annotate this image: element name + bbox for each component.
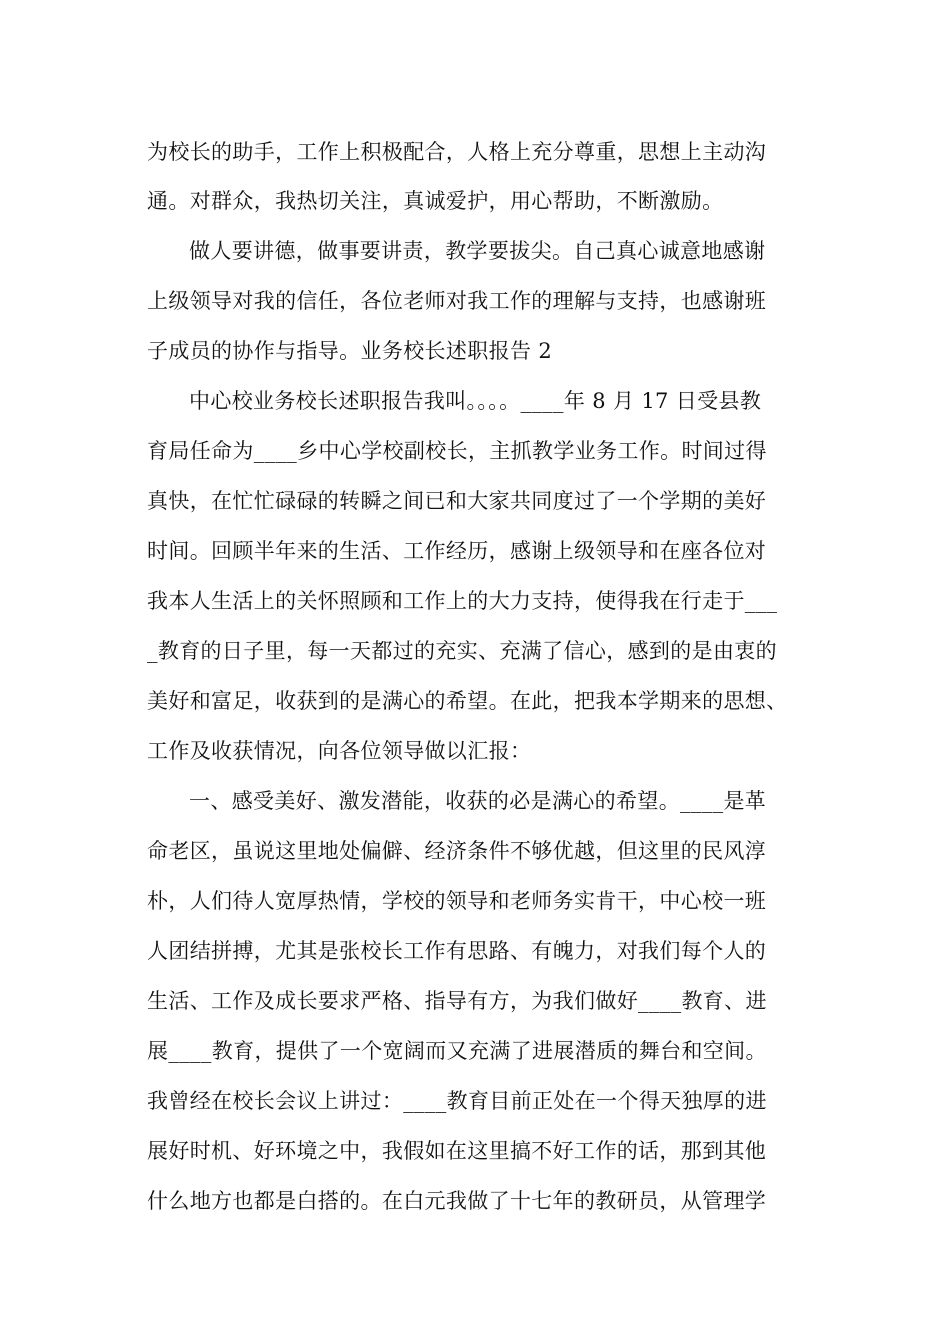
text-line-19: 展____教育，提供了一个宽阔而又充满了进展潜质的舞台和空间。 <box>147 1039 767 1063</box>
text-line-20: 我曾经在校长会议上讲过：____教育目前正处在一个得天独厚的进 <box>147 1089 767 1113</box>
text-line-4: 上级领导对我的信任，各位老师对我工作的理解与支持，也感谢班 <box>147 289 767 313</box>
text-line-17: 人团结拼搏，尤其是张校长工作有思路、有魄力，对我们每个人的 <box>147 939 767 963</box>
text-line-15: 命老区，虽说这里地处偏僻、经济条件不够优越，但这里的民风淳 <box>147 839 767 863</box>
text-line-5: 子成员的协作与指导。业务校长述职报告 2 <box>147 339 553 363</box>
text-line-21: 展好时机、好环境之中，我假如在这里搞不好工作的话，那到其他 <box>147 1139 767 1163</box>
text-line-7: 育局任命为____乡中心学校副校长，主抓教学业务工作。时间过得 <box>147 439 767 463</box>
paragraph-first-line: 做人要讲德，做事要讲责，教学要拔尖。自己真心诚意地感谢 <box>189 239 766 263</box>
text-line-16: 朴，人们待人宽厚热情，学校的领导和老师务实肯干，中心校一班 <box>147 889 767 913</box>
text-line-12: 美好和富足，收获到的是满心的希望。在此，把我本学期来的思想、 <box>147 689 788 713</box>
text-line-11: _教育的日子里，每一天都过的充实、充满了信心，感到的是由衷的 <box>147 639 777 663</box>
paragraph-first-line: 中心校业务校长述职报告我叫。。。。____年 8 月 17 日受县教 <box>189 389 762 413</box>
text-line-10: 我本人生活上的关怀照顾和工作上的大力支持，使得我在行走于___ <box>147 589 778 613</box>
text-line-1: 为校长的助手，工作上积极配合，人格上充分尊重，思想上主动沟 <box>147 140 767 164</box>
text-line-18: 生活、工作及成长要求严格、指导有方，为我们做好____教育、进 <box>147 989 767 1013</box>
text-line-13: 工作及收获情况，向各位领导做以汇报： <box>147 739 532 763</box>
text-line-8: 真快，在忙忙碌碌的转瞬之间已和大家共同度过了一个学期的美好 <box>147 489 767 513</box>
paragraph-first-line: 一、感受美好、激发潜能，收获的必是满心的希望。____是革 <box>189 789 767 813</box>
text-line-9: 时间。回顾半年来的生活、工作经历，感谢上级领导和在座各位对 <box>147 539 767 563</box>
text-line-22: 什么地方也都是白搭的。在白元我做了十七年的教研员，从管理学 <box>147 1189 767 1213</box>
text-line-2: 通。对群众，我热切关注，真诚爱护，用心帮助，不断激励。 <box>147 189 724 213</box>
